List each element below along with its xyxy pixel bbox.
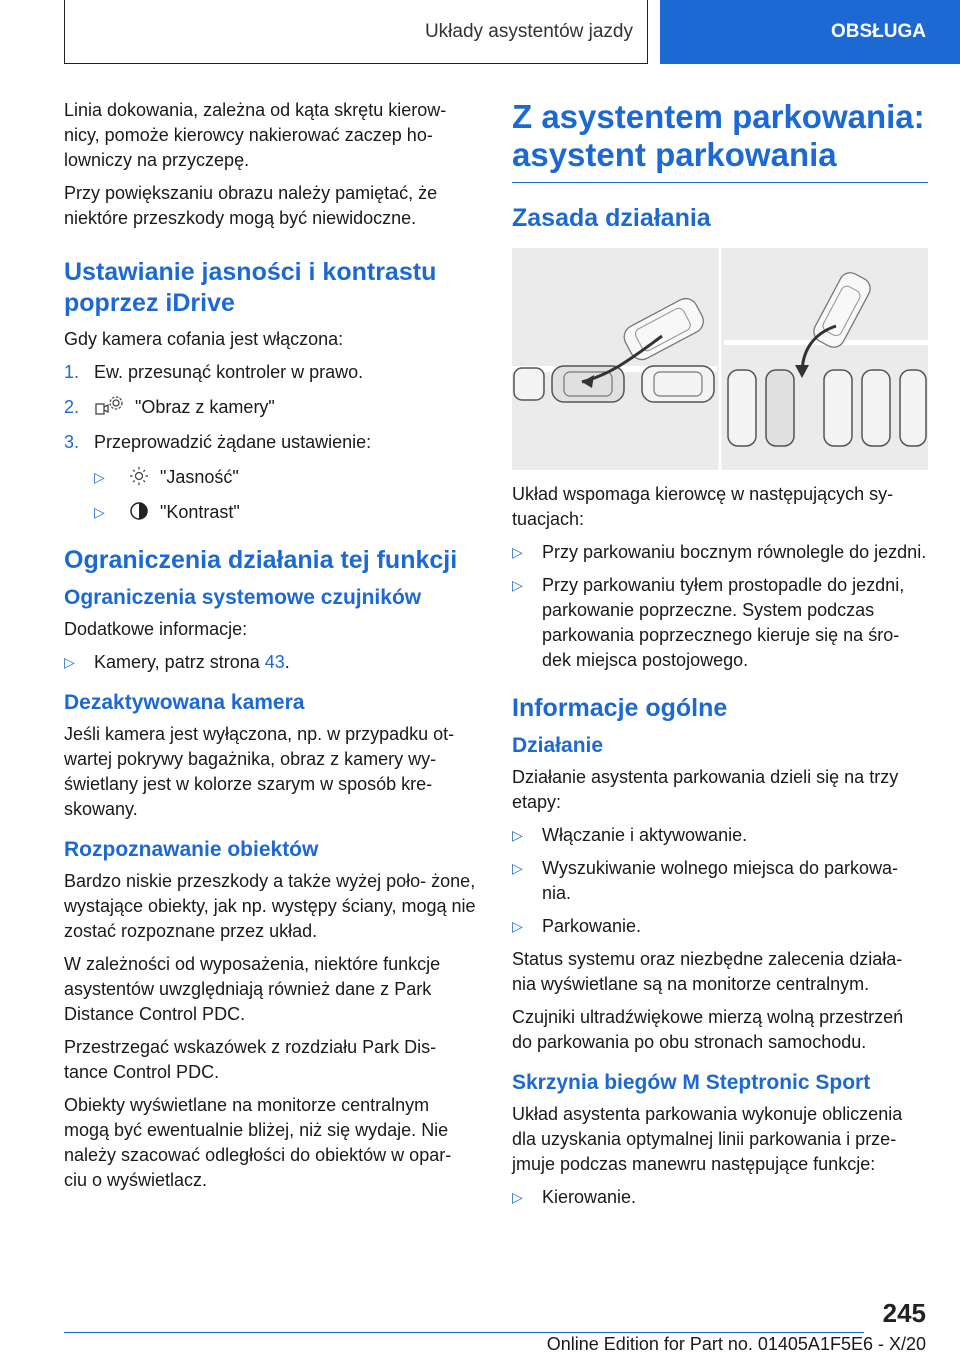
bullet-icon: ▷ bbox=[64, 654, 75, 670]
bullet-icon: ▷ bbox=[512, 1189, 523, 1205]
paragraph: Przy powiększaniu obrazu należy pamiętać, że niektóre przeszkody mogą być niewidoczne. bbox=[64, 183, 438, 228]
paragraph: Czujniki ultradźwiękowe mierzą wolną przestrzeń do parkowania po obu stronach samochodu. bbox=[512, 1007, 904, 1052]
paragraph: Układ wspomaga kierowcę w następujących sy- tuacjach: bbox=[512, 484, 894, 529]
parking-illustration bbox=[512, 248, 928, 470]
brightness-icon bbox=[124, 465, 154, 487]
heading-function: Działanie bbox=[512, 734, 604, 757]
heading-principle: Zasada działania bbox=[512, 204, 711, 232]
sub-item-text: "Kontrast" bbox=[160, 502, 240, 522]
paragraph: Działanie asystenta parkowania dzieli się na trzy etapy: bbox=[512, 767, 899, 812]
bullet-text: Kamery, patrz strona bbox=[94, 652, 265, 672]
stages-list bbox=[512, 823, 928, 939]
list-item bbox=[512, 823, 928, 848]
heading-general-info: Informacje ogólne bbox=[512, 694, 728, 722]
page-number: 245 bbox=[882, 1298, 926, 1328]
list-item bbox=[94, 465, 476, 490]
chapter-heading: Z asystentem parkowania: asystent parkowania bbox=[512, 98, 928, 183]
list-item bbox=[512, 856, 928, 906]
bullet-text: Przy parkowaniu bocznym równolegle do jezdni. bbox=[542, 542, 927, 562]
edition-note: Online Edition for Part no. 01405A1F5E6 - X/20 bbox=[546, 1334, 926, 1354]
paragraph: Linia dokowania, zależna od kąta skrętu kierow- nicy, pomoże kierowcy nakierować zaczep ho- lowniczy na przyczepę. bbox=[64, 100, 447, 170]
list-item bbox=[512, 540, 928, 565]
paragraph: Gdy kamera cofania jest włączona: bbox=[64, 329, 344, 349]
bullet-text: Parkowanie. bbox=[542, 916, 642, 936]
list-item bbox=[64, 430, 476, 455]
bullet-icon: ▷ bbox=[512, 918, 523, 934]
bullet-icon: ▷ bbox=[512, 544, 523, 560]
bullet-text: Wyszukiwanie wolnego miejsca do parkowa- nia. bbox=[542, 858, 898, 903]
bullet-text: Przy parkowaniu tyłem prostopadle do jezdni, parkowanie poprzeczne. System podczas parkowania poprzecznego kieruje się na śro- dek miejsca postojowego. bbox=[542, 575, 905, 670]
bullet-text: Włączanie i aktywowanie. bbox=[542, 825, 748, 845]
step-text: Przeprowadzić żądane ustawienie: bbox=[94, 432, 372, 452]
heading-gearbox: Skrzynia biegów M Steptronic Sport bbox=[512, 1071, 871, 1094]
paragraph: Status systemu oraz niezbędne zalecenia działa- nia wyświetlane są na monitorze centralnym. bbox=[512, 949, 903, 994]
bullet-text-end: . bbox=[284, 652, 290, 672]
camera-settings-icon bbox=[94, 395, 124, 417]
step-text: Ew. przesunąć kontroler w prawo. bbox=[94, 362, 364, 382]
paragraph: Jeśli kamera jest wyłączona, np. w przypadku ot- wartej pokrywy bagażnika, obraz z kamery wy- świetlany jest w kolorze szarym w sposób kre- skowany. bbox=[64, 724, 455, 819]
step-number: 2. bbox=[64, 397, 80, 417]
heading-deactivated-camera: Dezaktywowana kamera bbox=[64, 691, 305, 714]
list-item bbox=[64, 360, 476, 385]
bullet-icon: ▷ bbox=[512, 577, 523, 593]
section-title: Układy asystentów jazdy bbox=[424, 20, 633, 42]
step-number: 1. bbox=[64, 362, 80, 382]
bullet-text: Kierowanie. bbox=[542, 1187, 637, 1207]
step-number: 3. bbox=[64, 432, 80, 452]
list-item bbox=[64, 395, 476, 420]
page-link[interactable]: 43 bbox=[264, 652, 285, 672]
paragraph: Układ asystenta parkowania wykonuje obliczenia dla uzyskania optymalnej linii parkowania i prze- jmuje podczas manewru następujące funkcje: bbox=[512, 1104, 903, 1174]
paragraph: W zależności od wyposażenia, niektóre funkcje asystentów uwzględniają również dane z Park Distance Control PDC. bbox=[64, 954, 441, 1024]
situations-list bbox=[512, 540, 928, 673]
heading-brightness-contrast: Ustawianie jasności i kontrastu poprzez iDrive bbox=[64, 258, 437, 317]
contrast-icon bbox=[124, 500, 154, 522]
heading-object-detection: Rozpoznawanie obiektów bbox=[64, 838, 319, 861]
list-item bbox=[512, 573, 928, 673]
bullet-icon: ▷ bbox=[512, 827, 523, 843]
paragraph: Bardzo niskie przeszkody a także wyżej poło- żone, wystające obiekty, jak np. występy ściany, mogą nie zostać rozpoznane przez układ. bbox=[64, 871, 476, 941]
left-column bbox=[64, 98, 476, 1201]
footer-divider bbox=[64, 1332, 864, 1333]
list-item bbox=[512, 914, 928, 939]
header-chapter-tab[interactable] bbox=[660, 0, 960, 64]
chapter-title: OBSŁUGA bbox=[831, 21, 926, 42]
bullet-icon: ▷ bbox=[94, 469, 105, 485]
heading-sensor-limits: Ograniczenia systemowe czujników bbox=[64, 586, 422, 609]
steps-list bbox=[64, 360, 476, 525]
list-item bbox=[512, 1185, 928, 1210]
paragraph: Obiekty wyświetlane na monitorze centralnym mogą być ewentualnie bliżej, niż się wydaje. Nie należy szacować odległości do obiektów w opar- ciu o wyświetlacz. bbox=[64, 1095, 452, 1190]
paragraph: Dodatkowe informacje: bbox=[64, 619, 248, 639]
step-text: "Obraz z kamery" bbox=[135, 397, 275, 417]
list-item bbox=[64, 650, 476, 675]
right-column bbox=[512, 98, 928, 1218]
paragraph: Przestrzegać wskazówek z rozdziału Park Dis- tance Control PDC. bbox=[64, 1037, 437, 1082]
list-item bbox=[94, 500, 476, 525]
heading-limitations: Ograniczenia działania tej funkcji bbox=[64, 546, 458, 574]
header-section-title bbox=[64, 0, 648, 64]
sub-item-text: "Jasność" bbox=[160, 467, 239, 487]
bullet-icon: ▷ bbox=[512, 860, 523, 876]
bullet-icon: ▷ bbox=[94, 504, 105, 520]
